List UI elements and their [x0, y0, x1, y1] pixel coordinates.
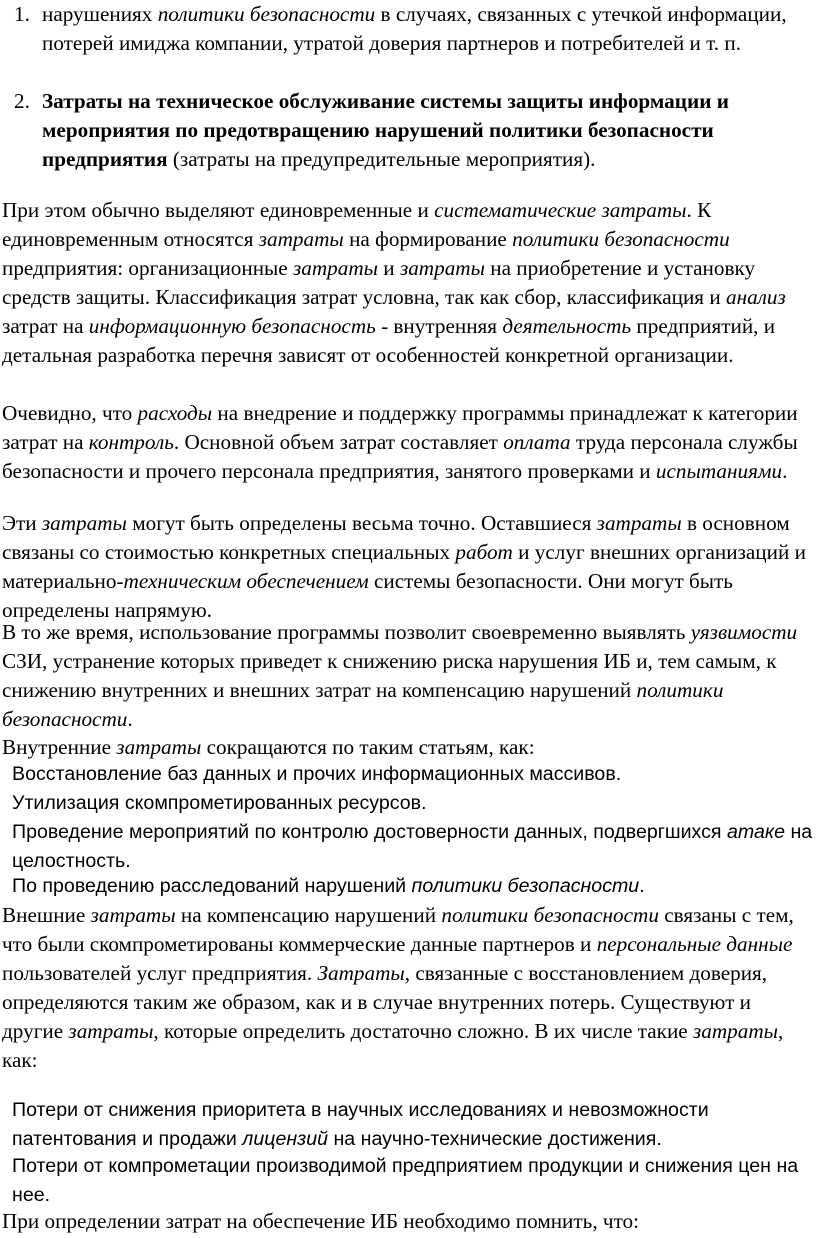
list-number-1: 1.: [14, 2, 30, 26]
paragraph-4: В то же время, использование программы позволит своевременно выявлять уязвимости СЗИ, устранение которых приведет к снижению риска нарушения ИБ и, тем самым, к снижению внутренних и внешних затрат на компенсацию нарушений политики безопасности.: [2, 620, 798, 732]
paragraph-1: При этом обычно выделяют единовременные и систематические затраты. К единовременным относятся затраты на формирование политики безопасности предприятия: организационные затраты и затраты на приобретение и установку средств защиты. Классификация затрат условна, так как сбор, классификация и анализ затрат на информационную безопасность - внутренняя деятельность предприятий, и детальная разработка перечня зависят от особенностей конкретной организации.: [2, 198, 786, 368]
paragraph-5: Внутренние затраты сокращаются по таким статьям, как:: [2, 735, 535, 759]
list-item: Восстановление баз данных и прочих информационных массивов.: [12, 763, 622, 785]
list-item-1-text: нарушениях политики безопасности в случаях, связанных с утечкой информации, потерей имиджа компании, утратой доверия партнеров и потребителей и т. п.: [42, 2, 787, 56]
paragraph-3: Эти затраты могут быть определены весьма точно. Оставшиеся затраты в основном связаны со стоимостью конкретных специальных работ и услуг внешних организаций и материально-техническим обеспечением системы безопасности. Они могут быть определены напрямую.: [2, 511, 806, 623]
list-item: Потери от компрометации производимой предприятием продукции и снижения цен на нее.: [12, 1155, 799, 1207]
list-item: Потери от снижения приоритета в научных исследованиях и невозможности патентования и продажи лицензий на научно-технические достижения.: [12, 1099, 709, 1151]
italic-term: политики безопасности: [157, 2, 376, 26]
list-item: Утилизация скомпрометированных ресурсов.: [12, 792, 427, 814]
paragraph-2: Очевидно, что расходы на внедрение и поддержку программы принадлежат к категории затрат на контроль. Основной объем затрат составляет оплата труда персонала службы безопасности и прочего персонала предприятия, занятого проверками и испытаниями.: [2, 401, 798, 484]
bold-heading: Затраты на техническое обслуживание системы защиты информации и мероприятия по предотвращению нарушений политики безопасности предприятия: [42, 89, 729, 172]
list-item-2-text: Затраты на техническое обслуживание системы защиты информации и мероприятия по предотвращению нарушений политики безопасности предприятия (затраты на предупредительные мероприятия).: [42, 89, 729, 172]
paragraph-6: Внешние затраты на компенсацию нарушений политики безопасности связаны с тем, что были скомпрометированы коммерческие данные партнеров и персональные данные пользователей услуг предприятия. Затраты, связанные с восстановлением доверия, определяются таким же образом, как и в случае внутренних потерь. Существуют и другие затраты, которые определить достаточно сложно. В их числе такие затраты, как:: [2, 903, 794, 1073]
list-item-1: [0, 0, 800, 58]
list-number-2: 2.: [14, 89, 30, 113]
paragraph-7: При определении затрат на обеспечение ИБ необходимо помнить, что:: [2, 1209, 640, 1233]
list-item: Проведение мероприятий по контролю достоверности данных, подвергшихся атаке на целостность.: [12, 821, 813, 873]
list-item: По проведению расследований нарушений политики безопасности.: [12, 875, 645, 897]
list-item-2: [0, 87, 814, 174]
